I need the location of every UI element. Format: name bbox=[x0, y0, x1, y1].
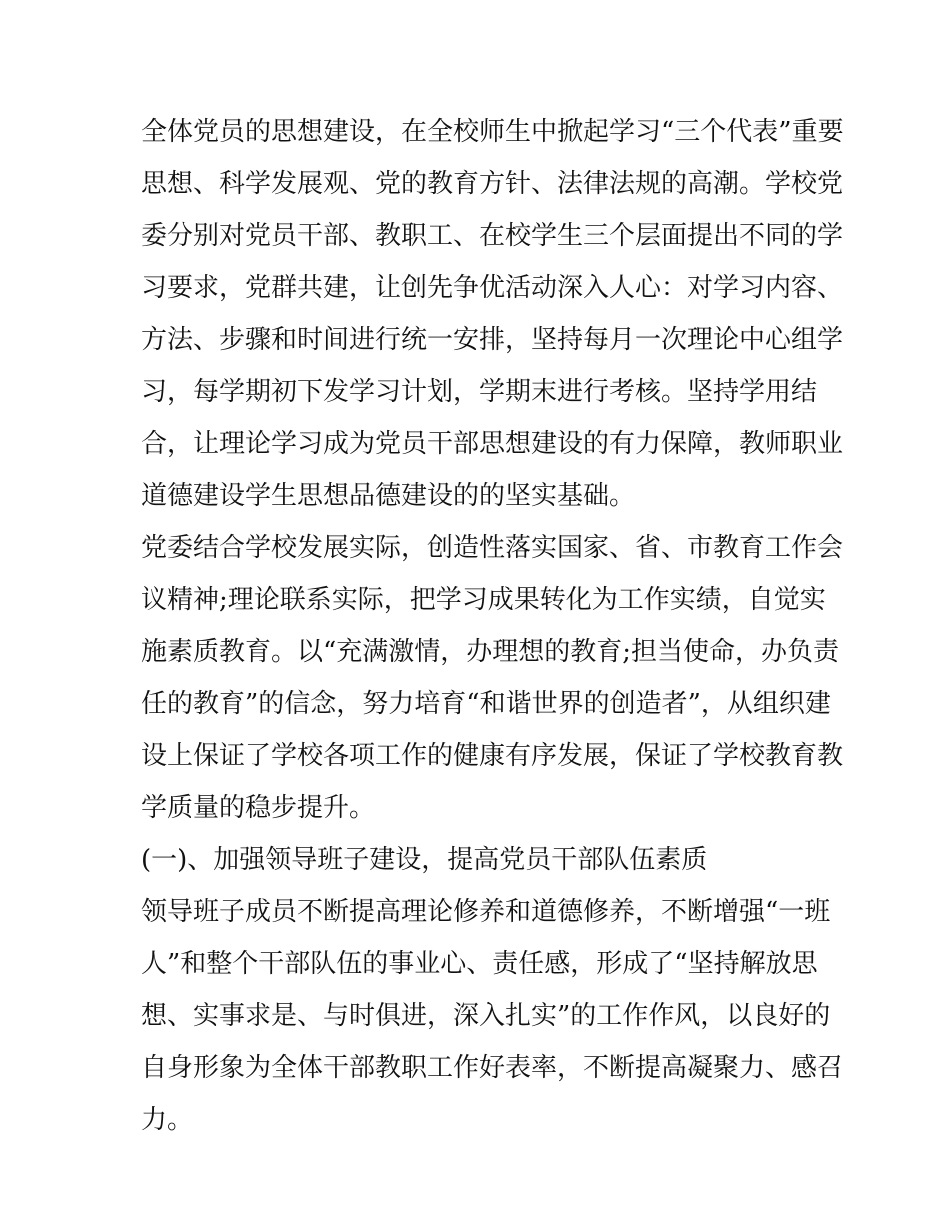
text-line: 人”和整个干部队伍的事业心、责任感，形成了“坚持解放思 bbox=[141, 949, 818, 979]
text-line: 方法、步骤和时间进行统一安排，坚持每月一次理论中心组学 bbox=[141, 325, 844, 355]
text-line: 思想、科学发展观、党的教育方针、法律法规的高潮。学校党 bbox=[141, 169, 844, 199]
text-line: 领导班子成员不断提高理论修养和道德修养，不断增强“一班 bbox=[141, 897, 831, 927]
text-line: 议精神;理论联系实际，把学习成果转化为工作实绩，自觉实 bbox=[141, 585, 826, 615]
text-line: 设上保证了学校各项工作的健康有序发展，保证了学校教育教 bbox=[141, 741, 844, 771]
text-line: 合，让理论学习成为党员干部思想建设的有力保障，教师职业 bbox=[141, 429, 844, 459]
text-line: 党委结合学校发展实际，创造性落实国家、省、市教育工作会 bbox=[141, 533, 844, 563]
text-line: 委分别对党员干部、教职工、在校学生三个层面提出不同的学 bbox=[141, 221, 844, 251]
text-line: 任的教育”的信念，努力培育“和谐世界的创造者”，从组织建 bbox=[141, 689, 831, 719]
text-line: 自身形象为全体干部教职工作好表率，不断提高凝聚力、感召 bbox=[141, 1053, 844, 1083]
text-line: 习，每学期初下发学习计划，学期末进行考核。坚持学用结 bbox=[141, 377, 818, 407]
text-line: 全体党员的思想建设，在全校师生中掀起学习“三个代表”重要 bbox=[141, 117, 844, 147]
text-line: 施素质教育。以“充满激情，办理想的教育;担当使命，办负责 bbox=[141, 637, 840, 667]
text-line: 习要求，党群共建，让创先争优活动深入人心：对学习内容、 bbox=[141, 273, 844, 303]
text-line: 想、实事求是、与时俱进，深入扎实”的工作作风，以良好的 bbox=[141, 1001, 831, 1031]
section-heading: (一)、加强领导班子建设，提高党员干部队伍素质 bbox=[141, 845, 708, 875]
text-line: 力。 bbox=[141, 1105, 194, 1135]
document-page bbox=[141, 106, 844, 1146]
text-line: 学质量的稳步提升。 bbox=[141, 793, 376, 823]
text-line: 道德建设学生思想品德建设的的坚实基础。 bbox=[141, 481, 636, 511]
